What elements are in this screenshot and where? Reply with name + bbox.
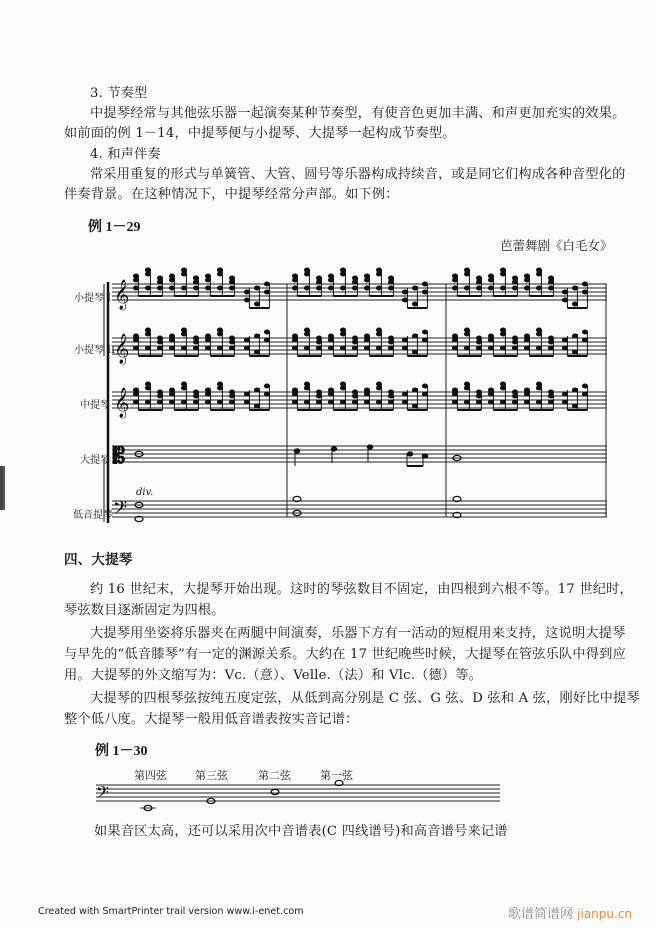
chapter-heading-cello: 四、大提琴 <box>64 552 133 568</box>
watermark-cn: 歌谱简谱网 <box>508 907 574 922</box>
instrument-label-violin-1: 小提琴 I <box>74 293 112 304</box>
chapter-4-p2-line-3: 用。大提琴的外文缩写为：Vc.（意）、Velle.（法）和 Vlc.（德）等。 <box>64 668 483 683</box>
divisi-marking: div. <box>136 487 154 498</box>
instrument-label-cello: 大提琴 <box>80 455 110 466</box>
watermark <box>508 903 632 922</box>
continuation-line: 如果音区太高，还可以采用次中音谱表(C 四线谱号)和高音谱号来记谱 <box>94 824 508 839</box>
section-4-heading: 4. 和声伴奏 <box>90 147 161 162</box>
chapter-4-p3-line-2: 整个低八度。大提琴一般用低音谱表按实音记谱： <box>64 712 359 727</box>
instrument-label-viola: 中提琴 <box>80 400 110 411</box>
string-label-1: 第一弦 <box>320 769 353 782</box>
svg-text:𝄞: 𝄞 <box>114 334 130 364</box>
chapter-4-p3-line-1: 大提琴的四根琴弦按纯五度定弦，从低到高分别是 C 弦、G 弦、D 弦和 A 弦，刚好比中提琴 <box>90 691 640 706</box>
section-3-paragraph-line-2: 如前面的例 1－14，中提琴便与小提琴、大提琴一起构成节奏型。 <box>64 126 456 141</box>
example-1-30-label: 例 1－30 <box>95 744 148 759</box>
section-3-paragraph-line-1: 中提琴经常与其他弦乐器一起演奏某种节奏型，有使音色更加丰满、和声更加充实的效果。 <box>90 106 626 121</box>
chapter-4-p2-line-1: 大提琴用坐姿将乐器夹在两腿中间演奏，乐器下方有一活动的短棍用来支持，这说明大提琴 <box>90 626 626 641</box>
svg-text:𝄢: 𝄢 <box>96 782 109 806</box>
example-1-29-label: 例 1－29 <box>88 220 141 235</box>
svg-text:𝄞: 𝄞 <box>114 388 130 418</box>
instrument-label-violin-2: 小提琴 II <box>74 345 116 356</box>
string-label-4: 第四弦 <box>134 769 167 782</box>
watermark-url: jianpu.cn <box>577 907 633 921</box>
footer-credit: Created with SmartPrinter trail version www.i-enet.com <box>38 906 304 917</box>
chapter-4-p1-line-2: 琴弦数目逐渐固定为四根。 <box>64 603 225 618</box>
string-label-3: 第三弦 <box>195 769 228 782</box>
section-3-heading: 3. 节奏型 <box>90 86 148 101</box>
instrument-label-double-bass: 低音提琴 <box>73 510 113 521</box>
section-4-paragraph-line-1: 常采用重复的形式与单簧管、大管、圆号等乐器构成持续音，或是同它们构成各种音型化的 <box>90 167 626 182</box>
scan-edge-mark <box>0 466 3 510</box>
svg-text:𝄡: 𝄡 <box>113 444 126 469</box>
chapter-4-p2-line-2: 与早先的“低音膝琴”有一定的渊源关系。大约在 17 世纪晚些时候，大提琴在管弦乐队中得到应 <box>64 647 626 662</box>
chapter-4-p1-line-1: 约 16 世纪末，大提琴开始出现。这时的琴弦数目不固定，由四根到六根不等。17 世纪时， <box>90 582 633 597</box>
example-1-29-source: 芭蕾舞剧《白毛女》 <box>500 238 613 253</box>
string-label-2: 第二弦 <box>258 769 291 782</box>
svg-text:𝄢: 𝄢 <box>113 498 128 523</box>
svg-text:𝄞: 𝄞 <box>114 280 130 310</box>
section-4-paragraph-line-2: 伴奏背景。在这种情况下，中提琴经常分声部。如下例： <box>64 187 399 202</box>
